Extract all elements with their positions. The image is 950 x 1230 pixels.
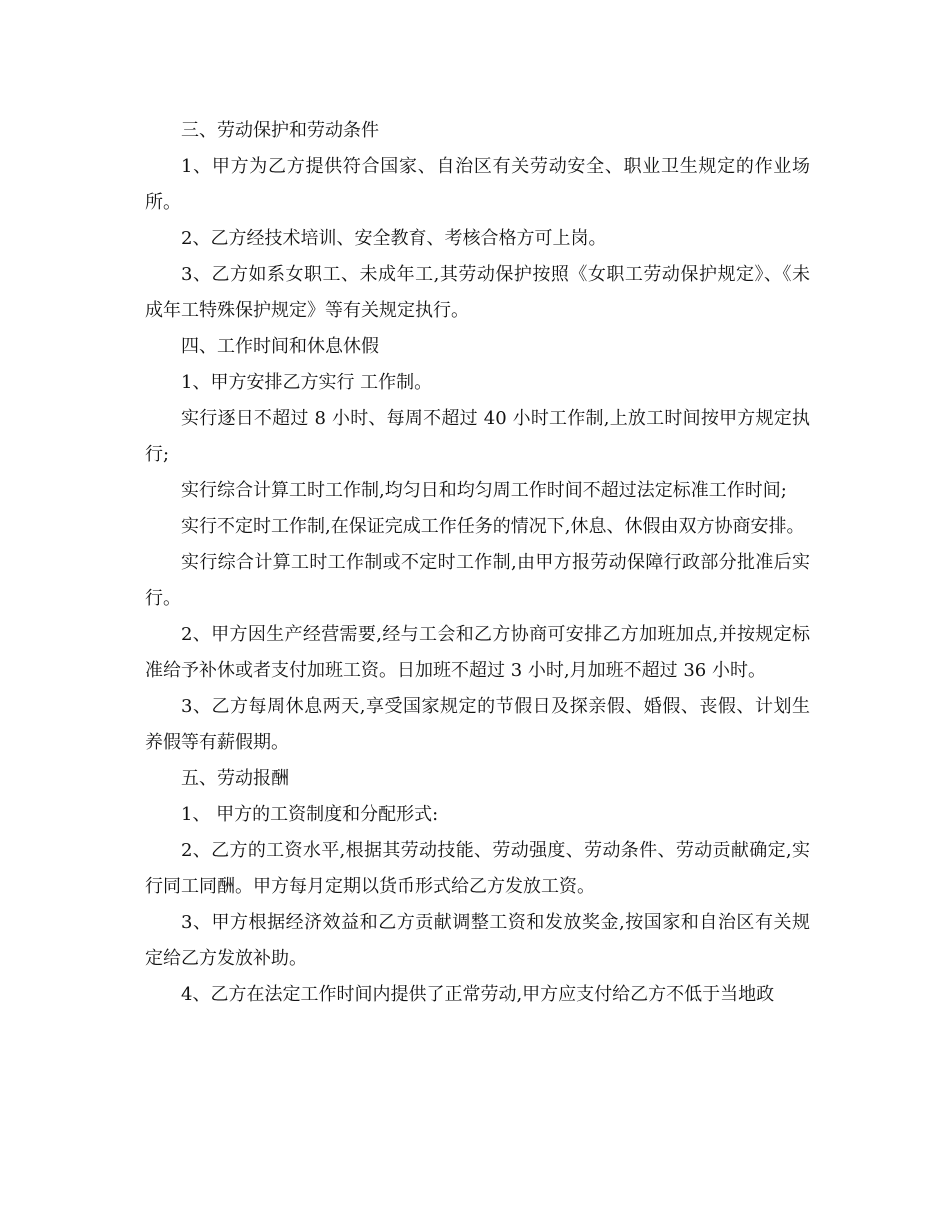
paragraph: 1、 甲方的工资制度和分配形式: — [181, 804, 439, 825]
paragraph: 实行不定时工作制,在保证完成工作任务的情况下,休息、休假由双方协商安排。 — [181, 516, 805, 537]
section-heading-remuneration: 五、劳动报酬 — [181, 768, 289, 789]
paragraph: 2、甲方因生产经营需要,经与工会和乙方协商可安排乙方加班加点,并按规定标准给予补休或者支付加班工资。日加班不超过 3 小时,月加班不超过 36 小时。 — [145, 624, 810, 681]
paragraph: 实行逐日不超过 8 小时、每周不超过 40 小时工作制,上放工时间按甲方规定执行; — [145, 408, 810, 465]
paragraph: 2、乙方经技术培训、安全教育、考核合格方可上岗。 — [181, 228, 607, 249]
section-heading-labor-protection: 三、劳动保护和劳动条件 — [181, 120, 379, 141]
document-body — [145, 113, 810, 1013]
paragraph: 实行综合计算工时工作制或不定时工作制,由甲方报劳动保障行政部分批准后实行。 — [145, 552, 810, 609]
paragraph: 4、乙方在法定工作时间内提供了正常劳动,甲方应支付给乙方不低于当地政 — [181, 984, 775, 1005]
paragraph: 1、甲方为乙方提供符合国家、自治区有关劳动安全、职业卫生规定的作业场所。 — [145, 156, 810, 213]
paragraph: 3、乙方如系女职工、未成年工,其劳动保护按照《女职工劳动保护规定》、《未成年工特殊保护规定》等有关规定执行。 — [145, 264, 810, 321]
paragraph: 3、乙方每周休息两天,享受国家规定的节假日及探亲假、婚假、丧假、计划生养假等有薪假期。 — [145, 696, 810, 753]
paragraph: 1、甲方安排乙方实行 工作制。 — [181, 372, 433, 393]
section-heading-working-hours: 四、工作时间和休息休假 — [181, 336, 379, 357]
paragraph: 3、甲方根据经济效益和乙方贡献调整工资和发放奖金,按国家和自治区有关规定给乙方发放补助。 — [145, 912, 810, 969]
paragraph: 2、乙方的工资水平,根据其劳动技能、劳动强度、劳动条件、劳动贡献确定,实行同工同酬。甲方每月定期以货币形式给乙方发放工资。 — [145, 840, 810, 897]
paragraph: 实行综合计算工时工作制,均匀日和均匀周工作时间不超过法定标准工作时间; — [181, 480, 787, 501]
